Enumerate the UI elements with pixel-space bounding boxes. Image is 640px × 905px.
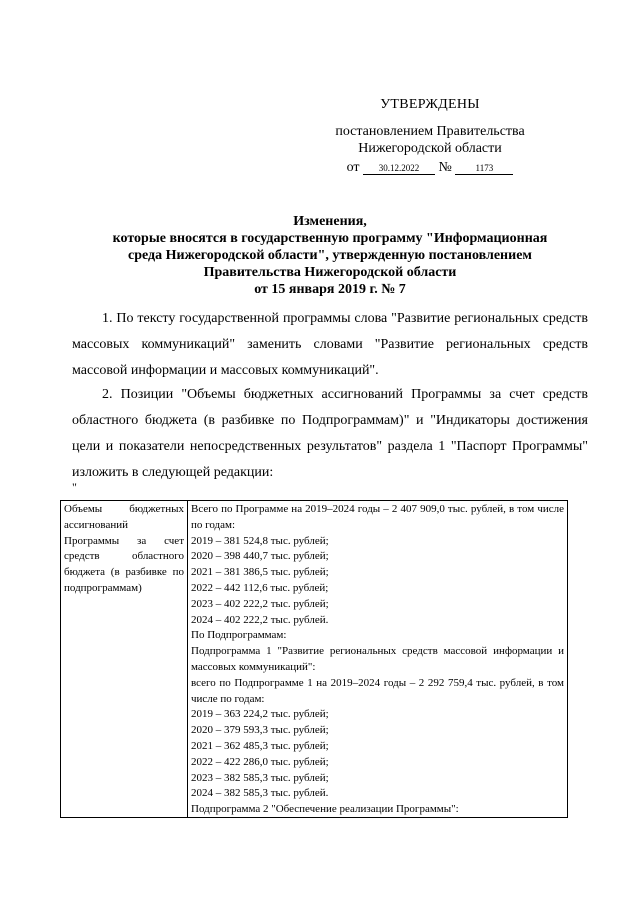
heading-line-3: среда Нижегородской области", утвержденную постановлением	[128, 248, 532, 263]
table-cell-label: Объемы бюджетных ассигнований Программы за счет средств областного бюджета (в разбивке по подпрограммам)	[61, 501, 188, 836]
table-line: Подпрограмма 2 "Обеспечение реализации Программы":	[191, 803, 459, 816]
approval-number: 1173	[455, 162, 513, 175]
table-line: 2020 – 379 593,3 тыс. рублей;	[191, 724, 329, 737]
approval-line-2: Нижегородской области	[358, 141, 502, 156]
table-line: 2021 – 381 386,5 тыс. рублей;	[191, 566, 329, 579]
heading-line-2: которые вносятся в государственную программу "Информационная	[112, 231, 548, 246]
table-row	[61, 501, 568, 836]
approval-date-line	[330, 159, 530, 176]
table-line: Подпрограмма 1 "Развитие региональных средств массовой информации и массовых коммуникаций":	[191, 645, 564, 673]
table-line: 2020 – 398 440,7 тыс. рублей;	[191, 550, 329, 563]
paragraph-1	[72, 306, 588, 384]
heading-line-4: Правительства Нижегородской области	[203, 265, 457, 280]
table-line: 2024 – 382 585,3 тыс. рублей.	[191, 787, 329, 800]
heading-line-1: Изменения,	[293, 214, 367, 229]
passport-table	[60, 500, 568, 836]
paragraph-2-text: 2. Позиции "Объемы бюджетных ассигнований Программы за счет средств областного бюджета (в разбивке по Подпрограммам)" и "Индикаторы достижения цели и показатели непосредственных результатов" раздела 1 "Паспорт Программы" изложить в следующей редакции:	[72, 387, 588, 480]
table-cell-values	[188, 501, 568, 836]
table-line: 2021 – 362 485,3 тыс. рублей;	[191, 739, 329, 752]
table-line: всего по Подпрограмме 1 на 2019–2024 годы – 2 292 759,4 тыс. рублей, в том числе по годам:	[191, 676, 564, 705]
table-line: 2019 – 381 524,8 тыс. рублей;	[191, 534, 329, 547]
document-heading	[90, 213, 570, 298]
table-line: 2019 – 363 224,2 тыс. рублей;	[191, 708, 329, 721]
number-sign: №	[438, 160, 452, 175]
table-line: По Подпрограммам:	[191, 629, 287, 642]
page-bottom-margin	[0, 818, 640, 905]
table-line: 2023 – 382 585,3 тыс. рублей;	[191, 771, 329, 784]
approval-block	[330, 96, 530, 176]
heading-line-5: от 15 января 2019 г. № 7	[254, 282, 406, 297]
table-line: 2024 – 402 222,2 тыс. рублей.	[191, 613, 329, 626]
table-line: Всего по Программе на 2019–2024 годы – 2 407 909,0 тыс. рублей, в том числе по годам:	[191, 503, 564, 531]
table-line: 2022 – 422 286,0 тыс. рублей;	[191, 755, 329, 768]
approval-date: 30.12.2022	[363, 162, 435, 175]
approval-title: УТВЕРЖДЕНЫ	[380, 97, 480, 112]
from-label: от	[346, 160, 360, 175]
paragraph-1-text: 1. По тексту государственной программы слова "Развитие региональных средств массовых коммуникаций" заменить словами "Развитие региональных средств массовой информации и массовых коммуникаций".	[72, 311, 588, 378]
paragraph-2	[72, 382, 588, 486]
table-line: 2022 – 442 112,6 тыс. рублей;	[191, 581, 329, 594]
opening-quote: "	[72, 480, 77, 494]
table-cut-line	[60, 817, 568, 818]
table-line: 2023 – 402 222,2 тыс. рублей;	[191, 597, 329, 610]
approval-line-1: постановлением Правительства	[335, 124, 525, 139]
